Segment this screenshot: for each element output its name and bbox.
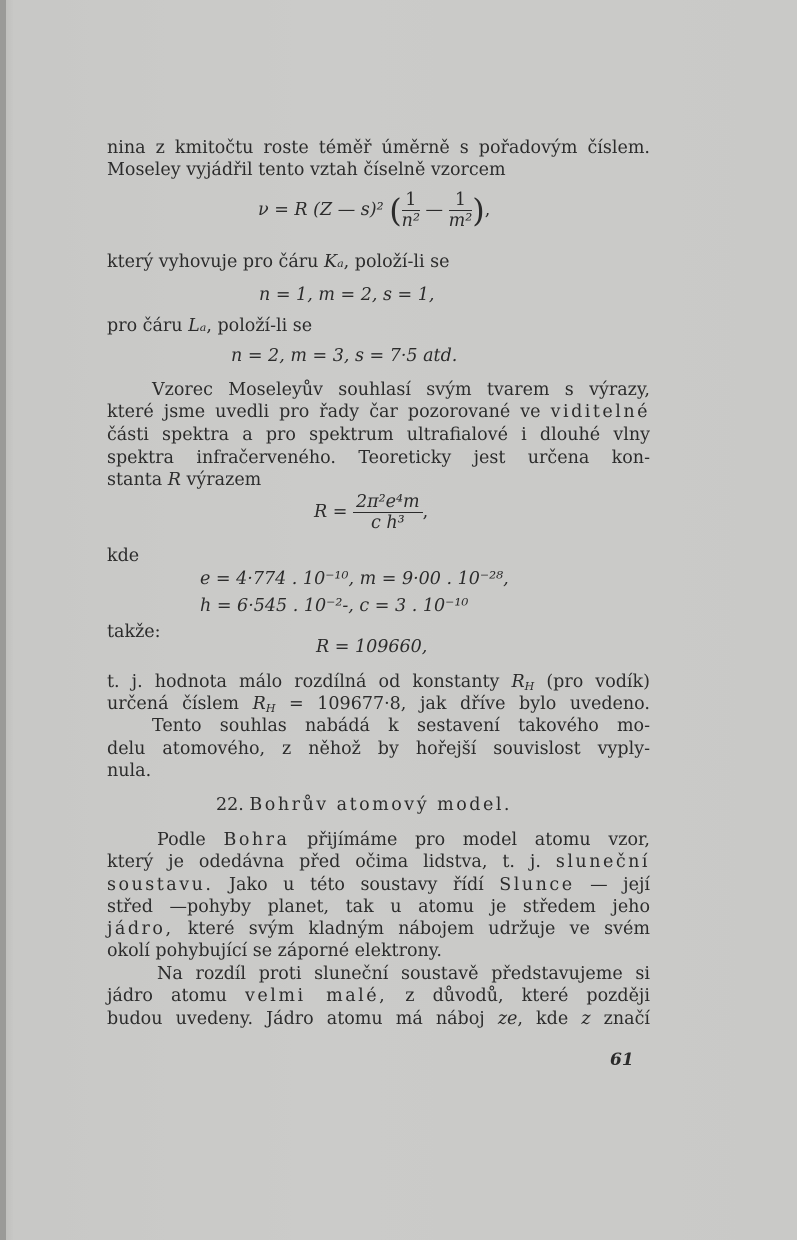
text-line (107, 851, 650, 873)
text-fragment: Jako u této soustavy řídí (229, 875, 484, 895)
text-fragment: které svým kladným nábojem udržuje ve svém (187, 919, 650, 939)
text-line (157, 829, 650, 851)
formula-lhs: R = (314, 502, 348, 522)
rydberg-formula (314, 492, 428, 533)
symbol-rh: $R_H$ (252, 694, 276, 715)
moseley-formula (258, 190, 490, 231)
text-fragment: , kde (517, 1009, 569, 1029)
formula-end: , (422, 502, 429, 522)
text-fragment: výrazem (186, 470, 262, 490)
paren-open: ( (389, 191, 402, 230)
text-fragment: pro čáru (107, 316, 183, 336)
emphasized-text: Bohra (223, 830, 290, 850)
text-fragment: jádro atomu (107, 986, 227, 1006)
page-spine-shadow (0, 0, 6, 1240)
text-line: nina z kmitočtu roste téměř úměrně s pořadovým číslem. (107, 138, 650, 158)
text-line: části spektra a pro spektrum ultrafialové i dlouhé vlny (107, 425, 650, 445)
symbol-r: R (167, 470, 181, 490)
text-line: nula. (107, 761, 152, 781)
text-line (107, 985, 650, 1007)
constants-e-m: e = 4·774 . 10⁻¹⁰, m = 9·00 . 10⁻²⁸, (200, 569, 509, 589)
text-fragment: určená číslem (107, 694, 240, 714)
text-fragment: stanta (107, 470, 163, 490)
symbol-ka: Kₐ (324, 252, 344, 272)
text-fragment: budou uvedeny. Jádro atomu má náboj (107, 1009, 485, 1029)
text-line (107, 874, 650, 896)
text-line: Tento souhlas nabádá k sestavení takového mo- (152, 716, 650, 736)
text-line: spektra infračerveného. Teoreticky jest určena kon- (107, 448, 650, 468)
text-line: kde (107, 546, 140, 566)
fraction-1-over-n2 (402, 190, 420, 231)
symbol-rh: $R_H$ (511, 672, 535, 693)
text-fragment: přijímáme pro model atomu vzor, (307, 830, 650, 850)
section-heading (216, 794, 512, 816)
text-line: Moseley vyjádřil tento vztah číselně vzorcem (107, 160, 506, 180)
fraction-1-over-m2 (449, 190, 473, 231)
paren-close: ) (472, 191, 485, 230)
text-fragment: t. j. hodnota málo rozdílná od konstanty (107, 672, 500, 692)
text-fragment: značí (603, 1009, 650, 1029)
text-line (107, 693, 650, 715)
numerator: 1 (402, 190, 420, 211)
r-result: R = 109660, (316, 637, 428, 657)
emphasized-text: sluneční (555, 852, 650, 872)
text-line (107, 918, 650, 940)
minus-sign: — (425, 200, 444, 220)
text-line: delu atomového, z něhož by hořejší souvislost vyply- (107, 739, 650, 759)
condition-formula-1: n = 1, m = 2, s = 1, (259, 285, 435, 305)
condition-formula-2: n = 2, m = 3, s = 7·5 atd. (231, 346, 458, 366)
text-fragment: Podle (157, 830, 206, 850)
emphasized-text: viditelné (550, 402, 650, 422)
text-fragment: (pro vodík) (546, 672, 650, 692)
symbol-z: z (581, 1009, 591, 1029)
symbol-la: Lₐ (188, 316, 207, 336)
text-fragment: které jsme uvedli pro řady čar pozorované ve (107, 402, 541, 422)
text-fragment: , položí-li se (206, 316, 313, 336)
text-fragment: — její (590, 875, 650, 895)
emphasized-text: soustavu. (107, 875, 214, 895)
text-fragment: z důvodů, které později (405, 986, 650, 1006)
text-line: takže: (107, 622, 161, 642)
text-fragment: = 109677·8, jak dříve bylo uvedeno. (289, 694, 650, 714)
text-fragment: který vyhovuje pro čáru (107, 252, 319, 272)
text-line (107, 469, 650, 491)
numerator: 1 (449, 190, 473, 211)
numerator: 2π²e⁴m (353, 492, 423, 513)
text-line (107, 671, 650, 693)
emphasized-text: Slunce (499, 875, 575, 895)
text-fragment: , položí-li se (343, 252, 450, 272)
emphasized-text: jádro, (107, 919, 174, 939)
denominator: m² (448, 211, 473, 231)
symbol-ze: ze (497, 1009, 518, 1029)
text-line (107, 1008, 650, 1030)
text-line (107, 401, 650, 423)
text-fragment: který je odedávna před očima lidstva, t. j. (107, 852, 541, 872)
text-line (107, 251, 650, 273)
text-line: Na rozdíl proti sluneční soustavě představujeme si (157, 964, 650, 984)
page-number: 61 (610, 1050, 634, 1070)
text-line (107, 315, 650, 337)
text-line: Vzorec Moseleyův souhlasí svým tvarem s výrazy, (152, 380, 650, 400)
formula-lhs: ν = R (Z — s)² (258, 200, 384, 220)
section-number: 22. (216, 795, 244, 815)
section-title: Bohrův atomový model. (249, 795, 512, 815)
denominator: c h³ (370, 513, 405, 533)
text-line: střed —pohyby planet, tak u atomu je středem jeho (107, 897, 650, 917)
denominator: n² (401, 211, 420, 231)
formula-end: , (484, 200, 491, 220)
constants-h-c: h = 6·545 . 10⁻²-, c = 3 . 10⁻¹⁰ (200, 596, 469, 616)
text-line: okolí pohybující se záporné elektrony. (107, 941, 442, 961)
emphasized-text: velmi malé, (245, 986, 388, 1006)
fraction (353, 492, 423, 533)
